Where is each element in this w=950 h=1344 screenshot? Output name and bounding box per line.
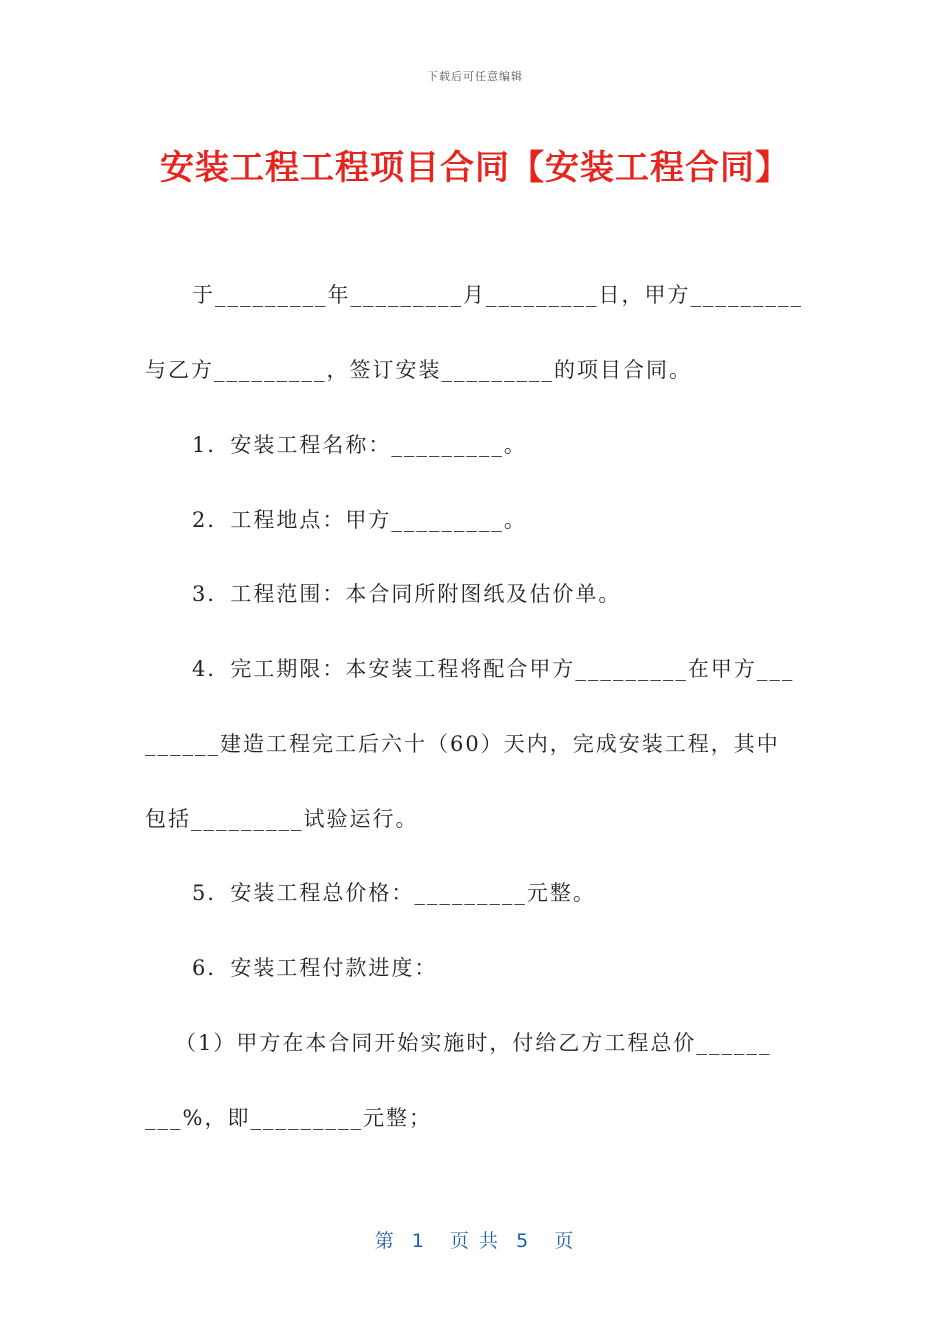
header-note: 下载后可任意编辑 <box>427 70 523 83</box>
clause-5-line: 5．安装工程总价格：_________元整。 <box>192 881 596 905</box>
page-footer: 第 1 页 共 5 页 <box>374 1230 576 1252</box>
paragraph-line-1: 于_________年_________月_________日，甲方_________ <box>192 283 803 307</box>
clause-6-item-1-line-2: ___%，即_________元整； <box>145 1106 432 1130</box>
clause-4-line-3: 包括_________试验运行。 <box>145 807 419 831</box>
clause-4-line-1: 4．完工期限：本安装工程将配合甲方_________在甲方___ <box>192 657 795 681</box>
clause-3-line: 3．工程范围：本合同所附图纸及估价单。 <box>192 582 622 606</box>
clause-6-line: 6．安装工程付款进度： <box>192 956 438 980</box>
document-title: 安装工程工程项目合同【安装工程合同】 <box>160 148 790 188</box>
paragraph-line-2: 与乙方_________，签订安装_________的项目合同。 <box>145 358 692 382</box>
clause-4-line-2: ______建造工程完工后六十（60）天内，完成安装工程，其中 <box>145 732 780 756</box>
clause-2-line: 2．工程地点：甲方_________。 <box>192 508 527 532</box>
clause-6-item-1-line-1: （1）甲方在本合同开始实施时，付给乙方工程总价______ <box>175 1031 772 1055</box>
clause-1-line: 1．安装工程名称：_________。 <box>192 433 527 457</box>
